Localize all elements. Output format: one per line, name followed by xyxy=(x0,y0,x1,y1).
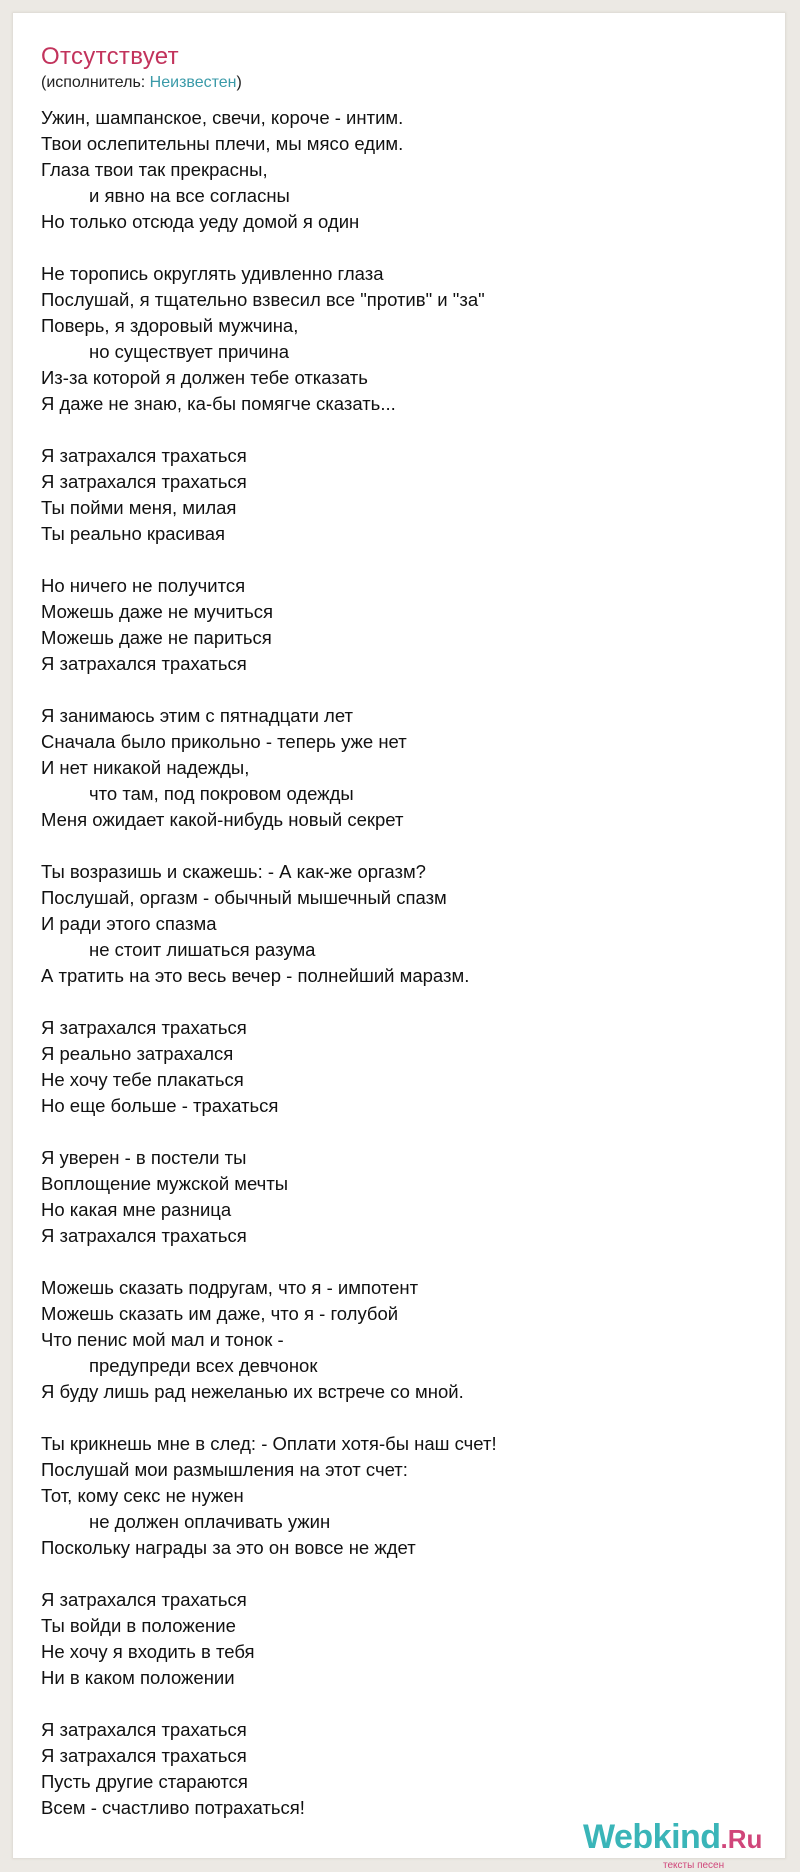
lyric-line: Я затрахался трахаться xyxy=(41,1225,247,1246)
lyric-line: Воплощение мужской мечты xyxy=(41,1173,289,1194)
lyric-line: Послушай, я тщательно взвесил все "против" и "за" xyxy=(41,289,485,310)
stanza-gap xyxy=(41,989,497,1015)
lyric-line: Меня ожидает какой-нибудь новый секрет xyxy=(41,809,404,830)
lyrics-body xyxy=(41,105,497,1821)
lyric-line: Я затрахался трахаться xyxy=(41,445,247,466)
lyric-line: Твои ослепительны плечи, мы мясо едим. xyxy=(41,133,404,154)
lyric-line: Тот, кому секс не нужен xyxy=(41,1485,244,1506)
stanza-gap xyxy=(41,547,497,573)
lyric-line: Я затрахался трахаться xyxy=(41,653,247,674)
lyric-line: Я даже не знаю, ка-бы помягче сказать... xyxy=(41,393,396,414)
artist-suffix: ) xyxy=(236,74,242,91)
lyric-line: Что пенис мой мал и тонок - xyxy=(41,1329,284,1350)
lyric-line: Я уверен - в постели ты xyxy=(41,1147,247,1168)
lyric-line: Я затрахался трахаться xyxy=(41,471,247,492)
stanza-gap xyxy=(41,1691,497,1717)
stanza-gap xyxy=(41,677,497,703)
lyric-line: Можешь сказать им даже, что я - голубой xyxy=(41,1303,399,1324)
lyric-line: Не хочу тебе плакаться xyxy=(41,1069,244,1090)
lyric-line: Ни в каком положении xyxy=(41,1667,235,1688)
lyric-line: Послушай, оргазм - обычный мышечный спазм xyxy=(41,887,447,908)
lyric-line: Не торопись округлять удивленно глаза xyxy=(41,263,384,284)
lyric-line: предупреди всех девчонок xyxy=(89,1355,318,1376)
lyric-line: Ужин, шампанское, свечи, короче - интим. xyxy=(41,107,404,128)
lyric-line: Ты крикнешь мне в след: - Оплати хотя-бы наш счет! xyxy=(41,1433,497,1454)
logo-name: Webkind xyxy=(583,1818,721,1856)
lyric-line: Ты пойми меня, милая xyxy=(41,497,237,518)
lyric-line: Можешь даже не париться xyxy=(41,627,272,648)
lyric-line: Можешь сказать подругам, что я - импотент xyxy=(41,1277,419,1298)
stanza-gap xyxy=(41,417,497,443)
lyric-line: Я занимаюсь этим с пятнадцати лет xyxy=(41,705,353,726)
lyric-line: Можешь даже не мучиться xyxy=(41,601,274,622)
lyric-line: Я затрахался трахаться xyxy=(41,1719,247,1740)
stanza-gap xyxy=(41,1561,497,1587)
site-tagline: тексты песен xyxy=(663,1860,725,1871)
lyric-line: Не хочу я входить в тебя xyxy=(41,1641,255,1662)
lyric-line: не стоит лишаться разума xyxy=(89,939,316,960)
lyric-line: Но только отсюда уеду домой я один xyxy=(41,211,360,232)
lyric-line: Поверь, я здоровый мужчина, xyxy=(41,315,299,336)
artist-line xyxy=(41,74,242,92)
lyric-line: И нет никакой надежды, xyxy=(41,757,250,778)
lyric-line: что там, под покровом одежды xyxy=(89,783,354,804)
lyric-line: но существует причина xyxy=(89,341,290,362)
lyric-line: Я буду лишь рад нежеланью их встрече со мной. xyxy=(41,1381,464,1402)
lyric-line: не должен оплачивать ужин xyxy=(89,1511,331,1532)
lyric-line: Ты возразишь и скажешь: - А как-же оргазм? xyxy=(41,861,426,882)
site-logo[interactable] xyxy=(583,1818,762,1857)
lyric-line: Пусть другие стараются xyxy=(41,1771,248,1792)
stanza-gap xyxy=(41,833,497,859)
lyric-line: Из-за которой я должен тебе отказать xyxy=(41,367,368,388)
lyric-line: И ради этого спазма xyxy=(41,913,217,934)
song-title: Отсутствует xyxy=(41,43,179,70)
lyric-line: и явно на все согласны xyxy=(89,185,290,206)
stanza-gap xyxy=(41,235,497,261)
lyric-line: Но какая мне разница xyxy=(41,1199,232,1220)
logo-tld: .Ru xyxy=(720,1824,763,1854)
lyric-line: Поскольку награды за это он вовсе не ждет xyxy=(41,1537,416,1558)
lyric-line: Но ничего не получится xyxy=(41,575,246,596)
lyrics-card xyxy=(13,13,785,1871)
lyric-line: Глаза твои так прекрасны, xyxy=(41,159,268,180)
stanza-gap xyxy=(41,1405,497,1431)
stanza-gap xyxy=(41,1119,497,1145)
lyric-line: Но еще больше - трахаться xyxy=(41,1095,279,1116)
lyric-line: Я реально затрахался xyxy=(41,1043,234,1064)
lyric-line: Я затрахался трахаться xyxy=(41,1589,247,1610)
stanza-gap xyxy=(41,1249,497,1275)
lyric-line: Всем - счастливо потрахаться! xyxy=(41,1797,305,1818)
artist-link[interactable]: Неизвестен xyxy=(149,74,237,91)
lyric-line: Ты реально красивая xyxy=(41,523,226,544)
lyric-line: Послушай мои размышления на этот счет: xyxy=(41,1459,408,1480)
lyric-line: Ты войди в положение xyxy=(41,1615,236,1636)
lyric-line: Сначала было прикольно - теперь уже нет xyxy=(41,731,407,752)
lyric-line: Я затрахался трахаться xyxy=(41,1745,247,1766)
lyric-line: Я затрахался трахаться xyxy=(41,1017,247,1038)
artist-prefix: (исполнитель: xyxy=(41,74,150,91)
lyric-line: А тратить на это весь вечер - полнейший маразм. xyxy=(41,965,470,986)
